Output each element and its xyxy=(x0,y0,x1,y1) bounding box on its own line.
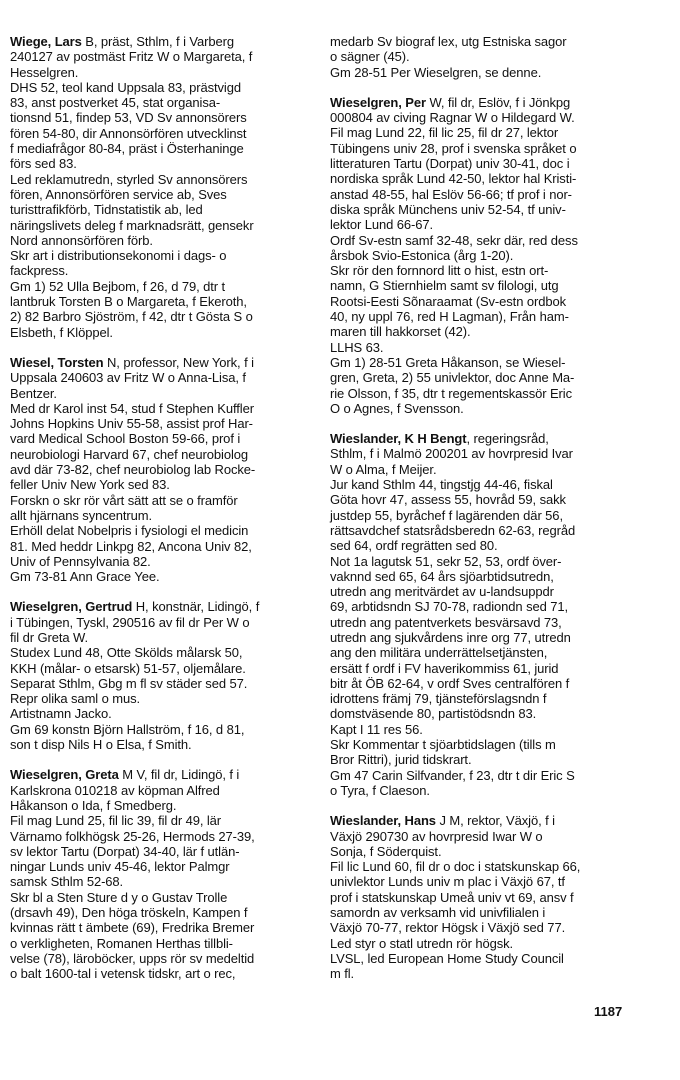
entry-text: prof i statskunskap Umeå univ vt 69, ansv f xyxy=(330,889,574,905)
entry-line xyxy=(330,34,630,49)
entry-line xyxy=(330,462,630,477)
entry-line xyxy=(10,386,312,401)
entry-line xyxy=(330,691,630,706)
entry-line xyxy=(10,279,312,294)
entry-text: gren, Greta, 2) 55 univlektor, doc Anne Ma- xyxy=(330,370,575,386)
entry-text: fil dr Greta W. xyxy=(10,629,88,645)
entry-line xyxy=(330,768,630,783)
entry-text: W o Alma, f Meijer. xyxy=(330,461,437,477)
entry-line xyxy=(10,401,312,416)
entry-line xyxy=(330,508,630,523)
entry-text: justdep 55, byråchef f lagärenden där 56, xyxy=(330,507,563,523)
entry-text: Håkanson o Ida, f Smedberg. xyxy=(10,797,177,813)
entry-text: Ordf Sv-estn samf 32-48, sekr där, red dess xyxy=(330,232,578,248)
entry-line xyxy=(10,859,312,874)
entry-line xyxy=(330,966,630,981)
entry-text: samsk Sthlm 52-68. xyxy=(10,874,124,890)
biography-entry xyxy=(10,34,312,340)
biography-entry xyxy=(330,813,630,981)
entry-line xyxy=(10,309,312,324)
entry-text: Led reklamutredn, styrled Sv annonsörers xyxy=(10,171,248,187)
entry-line xyxy=(10,737,312,752)
entry-line xyxy=(10,691,312,706)
entry-text: J M, rektor, Växjö, f i xyxy=(435,813,555,829)
entry-line xyxy=(10,325,312,340)
entry-line xyxy=(10,95,312,110)
entry-line xyxy=(10,80,312,95)
entry-text: Gm 28-51 Per Wieselgren, se denne. xyxy=(330,64,542,80)
entry-text: avd där 73-82, chef neurobiolog lab Rocke- xyxy=(10,462,256,478)
entry-line xyxy=(330,355,630,370)
entry-line xyxy=(10,599,312,614)
entry-line xyxy=(10,951,312,966)
entry-line xyxy=(330,263,630,278)
entry-text: Med dr Karol inst 54, stud f Stephen Kuffler xyxy=(10,400,254,416)
entry-line xyxy=(330,401,630,416)
entry-text: vard Medical School Boston 59-66, prof i xyxy=(10,431,241,447)
entry-text: Erhöll delat Nobelpris i fysiologi el medicin xyxy=(10,523,249,539)
entry-line xyxy=(10,783,312,798)
entry-line xyxy=(10,462,312,477)
entry-text: ningar Lunds univ 45-46, lektor Palmgr xyxy=(10,859,230,875)
entry-text: 40, ny uppl 76, red H Lagman), Från ham- xyxy=(330,309,569,325)
entry-text: anstad 48-55, hal Eslöv 56-66; tf prof i nor- xyxy=(330,186,572,202)
entry-line xyxy=(330,309,630,324)
entry-text: Jur kand Sthlm 44, tingstjg 44-46, fiskal xyxy=(330,477,553,493)
entry-line xyxy=(10,569,312,584)
entry-text: namn, G Stiernhielm samt sv filologi, utg xyxy=(330,278,559,294)
entry-line xyxy=(330,110,630,125)
entry-line xyxy=(330,936,630,951)
entry-text: LLHS 63. xyxy=(330,339,384,355)
entry-line xyxy=(10,493,312,508)
entry-line xyxy=(330,615,630,630)
entry-text: Sthlm, f i Malmö 200201 av hovrpresid Ivar xyxy=(330,446,573,462)
entry-text: Forskn o skr rör vårt sätt att se o framför xyxy=(10,492,238,508)
entry-name: Wieslander, Hans xyxy=(330,813,436,829)
entry-text: förs sed 83. xyxy=(10,156,77,172)
entry-text: Gm 1) 52 Ulla Bejbom, f 26, d 79, dtr t xyxy=(10,278,226,294)
entry-line xyxy=(330,202,630,217)
entry-text: W, fil dr, Eslöv, f i Jönkpg xyxy=(425,94,571,110)
entry-line xyxy=(10,905,312,920)
entry-text: M V, fil dr, Lidingö, f i xyxy=(118,767,240,783)
entry-text: Fil mag Lund 22, fil lic 25, fil dr 27, lektor xyxy=(330,125,559,141)
entry-line xyxy=(10,248,312,263)
entry-text: o balt 1600-tal i vetensk tidskr, art o rec, xyxy=(10,966,236,982)
entry-text: Karlskrona 010218 av köpman Alfred xyxy=(10,782,220,798)
entry-line xyxy=(330,141,630,156)
entry-line xyxy=(330,706,630,721)
entry-text: 83, anst postverket 45, stat organisa- xyxy=(10,95,221,111)
entry-text: Gm 73-81 Ann Grace Yee. xyxy=(10,569,160,585)
entry-text: Gm 1) 28-51 Greta Håkanson, se Wiesel- xyxy=(330,354,566,370)
entry-text: Not 1a lagutsk 51, sekr 52, 53, ordf över- xyxy=(330,553,562,569)
right-column xyxy=(330,34,630,997)
entry-line xyxy=(330,829,630,844)
entry-line xyxy=(330,538,630,553)
entry-text: o Tyra, f Claeson. xyxy=(330,782,430,798)
entry-line xyxy=(10,263,312,278)
entry-text: Kapt I 11 res 56. xyxy=(330,721,423,737)
entry-line xyxy=(10,554,312,569)
entry-text: O o Agnes, f Svensson. xyxy=(330,400,464,416)
entry-line xyxy=(330,890,630,905)
entry-name: Wieselgren, Per xyxy=(330,94,426,110)
entry-line xyxy=(10,218,312,233)
entry-text: , regeringsråd, xyxy=(466,431,549,447)
entry-text: Göta hovr 47, assess 55, hovråd 59, sakk xyxy=(330,492,566,508)
entry-text: bitr åt ÖB 62-64, v ordf Sves centralfören f xyxy=(330,675,570,691)
entry-line xyxy=(10,890,312,905)
entry-text: B, präst, Sthlm, f i Varberg xyxy=(81,34,234,49)
entry-text: 2) 82 Barbro Sjöström, f 42, dtr t Gösta S o xyxy=(10,309,253,325)
entry-line xyxy=(330,569,630,584)
entry-text: Skr rör den fornnord litt o hist, estn ort- xyxy=(330,263,549,279)
entry-line xyxy=(10,431,312,446)
entry-text: Växjö 70-77, rektor Högsk i Växjö sed 77. xyxy=(330,920,566,936)
entry-line xyxy=(330,156,630,171)
entry-line xyxy=(330,874,630,889)
entry-text: Fil lic Lund 60, fil dr o doc i statskunskap 66, xyxy=(330,859,581,875)
entry-text: Elsbeth, f Klöppel. xyxy=(10,324,113,340)
entry-text: Tübingens univ 28, prof i svenska språket o xyxy=(330,140,577,156)
entry-text: lektor Lund 66-67. xyxy=(330,217,433,233)
entry-text: Johns Hopkins Univ 55-58, assist prof Har- xyxy=(10,416,253,432)
entry-line xyxy=(10,936,312,951)
entry-line xyxy=(330,294,630,309)
entry-line xyxy=(330,49,630,64)
entry-line xyxy=(10,370,312,385)
entry-name: Wieselgren, Gertrud xyxy=(10,599,133,615)
entry-line xyxy=(10,706,312,721)
entry-line xyxy=(10,798,312,813)
entry-text: diska språk Münchens univ 52-54, tf univ- xyxy=(330,201,566,217)
entry-text: Bror Rittri), jurid tidskrart. xyxy=(330,752,472,768)
entry-text: Skr Kommentar t sjöarbtidslagen (tills m xyxy=(330,737,556,753)
entry-text: Växjö 290730 av hovrpresid Iwar W o xyxy=(330,828,543,844)
entry-line xyxy=(330,370,630,385)
entry-line xyxy=(10,813,312,828)
entry-text: Hesselgren. xyxy=(10,64,79,80)
entry-line xyxy=(10,767,312,782)
entry-line xyxy=(10,172,312,187)
entry-line xyxy=(10,126,312,141)
entry-line xyxy=(10,676,312,691)
entry-line xyxy=(330,951,630,966)
entry-line xyxy=(10,508,312,523)
entry-line xyxy=(330,278,630,293)
entry-name: Wiege, Lars xyxy=(10,34,82,49)
entry-line xyxy=(10,202,312,217)
entry-text: Artistnamn Jacko. xyxy=(10,706,112,722)
entry-text: Uppsala 240603 av Fritz W o Anna-Lisa, f xyxy=(10,370,246,386)
entry-line xyxy=(330,554,630,569)
entry-text: Fil mag Lund 25, fil lic 39, fil dr 49, lär xyxy=(10,813,222,829)
entry-line xyxy=(330,248,630,263)
entry-text: Skr bl a Sten Sture d y o Gustav Trolle xyxy=(10,889,228,905)
entry-line xyxy=(10,920,312,935)
entry-line xyxy=(330,65,630,80)
entry-text: maren till hakkorset (42). xyxy=(330,324,471,340)
entry-text: utredn ang meritvärdet av u-landsuppdr xyxy=(330,584,554,600)
entry-text: vaknnd sed 65, 64 års sjöarbtidsutredn, xyxy=(330,568,554,584)
entry-line xyxy=(330,431,630,446)
left-column xyxy=(10,34,312,997)
entry-text: lantbruk Torsten B o Margareta, f Ekeroth, xyxy=(10,294,247,310)
entry-text: Gm 47 Carin Silfvander, f 23, dtr t dir Eric S xyxy=(330,767,575,783)
entry-text: Repr olika saml o mus. xyxy=(10,691,141,707)
entry-text: turisttrafikförb, Tidnstatistik ab, led xyxy=(10,202,203,218)
entry-name: Wieselgren, Greta xyxy=(10,767,119,783)
entry-text: H, konstnär, Lidingö, f xyxy=(132,599,260,615)
entry-text: fören, Annonsörfören service ab, Sves xyxy=(10,186,227,202)
page-number: 1187 xyxy=(594,1004,623,1019)
entry-line xyxy=(10,49,312,64)
entry-line xyxy=(330,752,630,767)
biography-entry xyxy=(330,431,630,798)
entry-text: 240127 av postmäst Fritz W o Margareta, f xyxy=(10,49,253,65)
entry-text: 69, arbtidsndn SJ 70-78, radiondn sed 71, xyxy=(330,599,569,615)
entry-text: i Tübingen, Tyskl, 290516 av fil dr Per W o xyxy=(10,614,250,630)
entry-line xyxy=(10,34,312,49)
entry-text: tionsnd 51, findep 53, VD Sv annonsörers xyxy=(10,110,247,126)
entry-line xyxy=(330,340,630,355)
entry-line xyxy=(330,446,630,461)
entry-text: o verkligheten, Romanen Herthas tillbli- xyxy=(10,935,233,951)
entry-text: litteraturen Tartu (Dorpat) univ 30-41, doc i xyxy=(330,156,570,172)
entry-text: Led styr o statl utredn rör högsk. xyxy=(330,935,514,951)
entry-line xyxy=(10,645,312,660)
entry-line xyxy=(330,233,630,248)
entry-text: 81. Med heddr Linkpg 82, Ancona Univ 82, xyxy=(10,538,252,554)
entry-line xyxy=(10,615,312,630)
biography-entry xyxy=(330,95,630,416)
entry-line xyxy=(330,813,630,828)
entry-text: utredn ang sjukvårdens inre org 77, utredn xyxy=(330,629,571,645)
biography-entry xyxy=(330,34,630,80)
entry-text: univlektor Lunds univ m plac i Växjö 67, tf xyxy=(330,874,565,890)
entry-line xyxy=(10,65,312,80)
entry-text: sv lektor Tartu (Dorpat) 34-40, lär f utlän- xyxy=(10,843,240,859)
entry-text: domstväsende 80, partistödsndn 83. xyxy=(330,706,537,722)
entry-text: LVSL, led European Home Study Council xyxy=(330,950,564,966)
entry-name: Wiesel, Torsten xyxy=(10,354,104,370)
entry-text: N, professor, New York, f i xyxy=(103,354,254,370)
entry-text: medarb Sv biograf lex, utg Estniska sagor xyxy=(330,34,567,49)
entry-text: Gm 69 konstn Björn Hallström, f 16, d 81, xyxy=(10,721,245,737)
entry-line xyxy=(10,874,312,889)
entry-text: fören 54-80, dir Annonsörfören utvecklinst xyxy=(10,125,247,141)
entry-text: neurobiologi Harvard 67, chef neurobiolog xyxy=(10,446,249,462)
biography-entry xyxy=(10,355,312,584)
entry-line xyxy=(330,905,630,920)
entry-line xyxy=(330,584,630,599)
entry-line xyxy=(330,661,630,676)
entry-text: f mediafrågor 80-84, präst i Österhaninge xyxy=(10,141,244,157)
entry-line xyxy=(330,630,630,645)
entry-text: idrottens främj 79, tjänsteförslagsndn f xyxy=(330,691,547,707)
entry-line xyxy=(330,95,630,110)
entry-name: Wieslander, K H Bengt xyxy=(330,431,467,447)
entry-line xyxy=(330,737,630,752)
entry-line xyxy=(10,523,312,538)
entry-line xyxy=(10,844,312,859)
entry-text: Bentzer. xyxy=(10,385,57,401)
entry-line xyxy=(10,661,312,676)
entry-text: feller Univ New York sed 83. xyxy=(10,477,170,493)
entry-text: o sägner (45). xyxy=(330,49,410,65)
entry-line xyxy=(10,416,312,431)
entry-text: Studex Lund 48, Otte Skölds målarsk 50, xyxy=(10,645,243,661)
entry-line xyxy=(10,233,312,248)
entry-text: kvinnas rätt t ämbete (69), Fredrika Bremer xyxy=(10,920,255,936)
entry-text: Univ of Pennsylvania 82. xyxy=(10,553,151,569)
entry-line xyxy=(330,477,630,492)
entry-line xyxy=(330,187,630,202)
entry-line xyxy=(10,477,312,492)
entry-line xyxy=(10,141,312,156)
entry-text: Värnamo folkhögsk 25-26, Hermods 27-39, xyxy=(10,828,255,844)
entry-line xyxy=(330,859,630,874)
entry-text: rie Olsson, f 35, dtr t regementskassör Eric xyxy=(330,385,572,401)
entry-line xyxy=(330,386,630,401)
entry-line xyxy=(10,539,312,554)
entry-text: ersätt f ordf i FV haverikommiss 61, jurid xyxy=(330,660,559,676)
entry-text: rättsavdchef statsrådsberedn 62-63, regråd xyxy=(330,522,576,538)
entry-line xyxy=(10,829,312,844)
entry-text: DHS 52, teol kand Uppsala 83, prästvigd xyxy=(10,79,241,95)
entry-text: allt hjärnans syncentrum. xyxy=(10,507,153,523)
entry-line xyxy=(10,630,312,645)
entry-line xyxy=(10,187,312,202)
entry-line xyxy=(10,966,312,981)
entry-text: sed 64, ordf regrätten sed 80. xyxy=(330,538,498,554)
entry-text: Skr art i distributionsekonomi i dags- o xyxy=(10,248,227,264)
entry-line xyxy=(10,156,312,171)
entry-text: Sonja, f Söderquist. xyxy=(330,843,442,859)
entry-text: årsbok Svio-Estonica (årg 1-20). xyxy=(330,247,514,263)
entry-text: samordn av verksamh vid univfilialen i xyxy=(330,905,546,921)
entry-text: (drsavh 49), Den höga tröskeln, Kampen f xyxy=(10,905,248,921)
entry-text: nordiska språk Lund 42-50, lektor hal Kristi- xyxy=(330,171,577,187)
entry-line xyxy=(10,447,312,462)
entry-text: Rootsi-Eesti Sõnaraamat (Sv-estn ordbok xyxy=(330,293,566,309)
entry-text: velse (78), läroböcker, upps rör sv medeltid xyxy=(10,950,255,966)
entry-text: Nord annonsörfören förb. xyxy=(10,232,153,248)
entry-line xyxy=(330,676,630,691)
entry-text: son t disp Nils H o Elsa, f Smith. xyxy=(10,737,192,753)
entry-line xyxy=(330,217,630,232)
entry-text: fackpress. xyxy=(10,263,69,279)
entry-line xyxy=(330,783,630,798)
entry-text: utredn ang patentverkets besvärsavd 73, xyxy=(330,614,562,630)
entry-line xyxy=(10,722,312,737)
entry-text: ang den militära underrättelsetjänsten, xyxy=(330,645,548,661)
entry-line xyxy=(10,294,312,309)
entry-text: Separat Sthlm, Gbg m fl sv städer sed 57. xyxy=(10,675,248,691)
entry-line xyxy=(330,324,630,339)
entry-line xyxy=(330,599,630,614)
entry-line xyxy=(10,355,312,370)
entry-line xyxy=(330,171,630,186)
biography-entry xyxy=(10,599,312,752)
entry-line xyxy=(330,920,630,935)
entry-text: KKH (målar- o etsarsk) 51-57, oljemålare. xyxy=(10,660,246,676)
entry-line xyxy=(10,110,312,125)
entry-line xyxy=(330,722,630,737)
entry-text: m fl. xyxy=(330,966,355,982)
entry-line xyxy=(330,645,630,660)
entry-line xyxy=(330,492,630,507)
entry-line xyxy=(330,844,630,859)
entry-text: 000804 av civing Ragnar W o Hildegard W. xyxy=(330,110,575,126)
biography-entry xyxy=(10,767,312,981)
entry-text: näringslivets deleg f marknadsrätt, gensekr xyxy=(10,217,254,233)
entry-line xyxy=(330,523,630,538)
entry-line xyxy=(330,125,630,140)
